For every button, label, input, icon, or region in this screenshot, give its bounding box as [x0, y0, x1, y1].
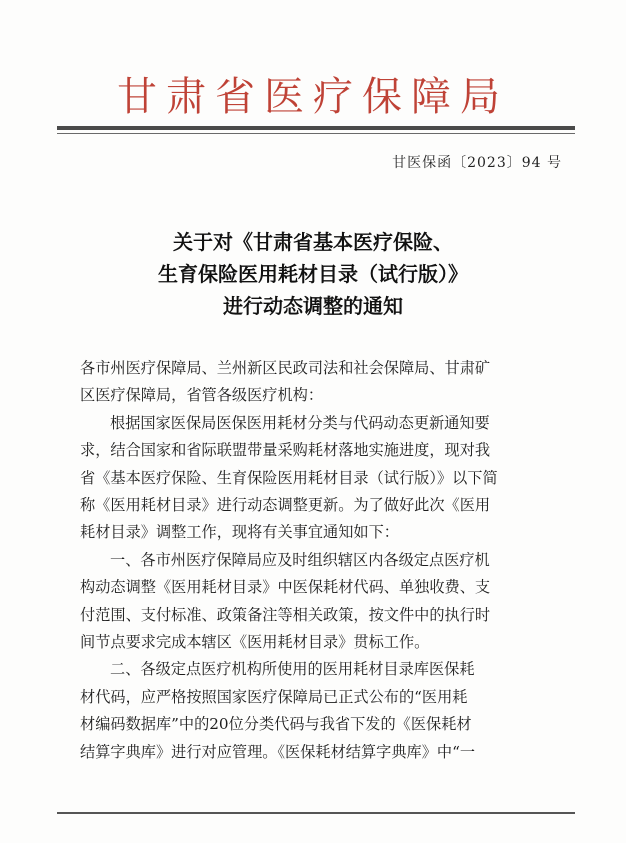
document-title: [0, 226, 626, 322]
title-line: 进行动态调整的通知: [223, 294, 403, 318]
body-line: 省《基本医疗保险、生育保险医用耗材目录（试行版）》以下简: [80, 468, 498, 487]
item-one-paragraph: [80, 547, 550, 657]
body-line: 构动态调整《医用耗材目录》中医保耗材代码、单独收费、支: [80, 578, 491, 597]
body-line: 间节点要求完成本辖区《医用耗材目录》贯标工作。: [80, 633, 430, 652]
body-line: 称《医用耗材目录》进行动态调整更新。为了做好此次《医用: [80, 496, 491, 515]
body-line: 求，结合国家和省际联盟带量采购耗材落地实施进度，现对我: [80, 441, 491, 460]
salutation-paragraph: [80, 355, 550, 410]
intro-paragraph: [80, 410, 550, 547]
body-line: 二、各级定点医疗机构所使用的医用耗材目录库医保耗: [110, 660, 475, 679]
body-line: 一、各市州医疗保障局应及时组织辖区内各级定点医疗机: [110, 550, 490, 569]
masthead-rule-thin: [57, 133, 575, 134]
body-line: 材代码，应严格按照国家医疗保障局已正式公布的“医用耗: [80, 687, 468, 706]
footer-rule: [57, 812, 575, 814]
body-line: 付范围、支付标准、政策备注等相关政策，按文件中的执行时: [80, 605, 491, 624]
item-two-paragraph: [80, 656, 550, 766]
document-number: 甘医保函〔2023〕94 号: [392, 155, 562, 171]
body-line: 根据国家医保局医保医用耗材分类与代码动态更新通知要: [110, 413, 490, 432]
body-line: 耗材目录》调整工作，现将有关事宜通知如下：: [80, 523, 399, 542]
title-line: 关于对《甘肃省基本医疗保险、: [173, 230, 453, 254]
organization-masthead: 甘肃省医疗保障局: [117, 74, 509, 120]
body-line: 各市州医疗保障局、兰州新区民政司法和社会保障局、甘肃矿: [80, 359, 491, 377]
body-line: 材编码数据库”中的20位分类代码与我省下发的《医保耗材: [80, 715, 472, 734]
title-line: 生育保险医用耗材目录（试行版）》: [158, 262, 468, 286]
masthead-rule-thick: [57, 126, 575, 130]
body-line: 结算字典库》进行对应管理。《医保耗材结算字典库》中“一: [80, 742, 476, 761]
document-body: [80, 355, 550, 766]
body-line: 区医疗保障局，省管各级医疗机构：: [80, 386, 323, 405]
